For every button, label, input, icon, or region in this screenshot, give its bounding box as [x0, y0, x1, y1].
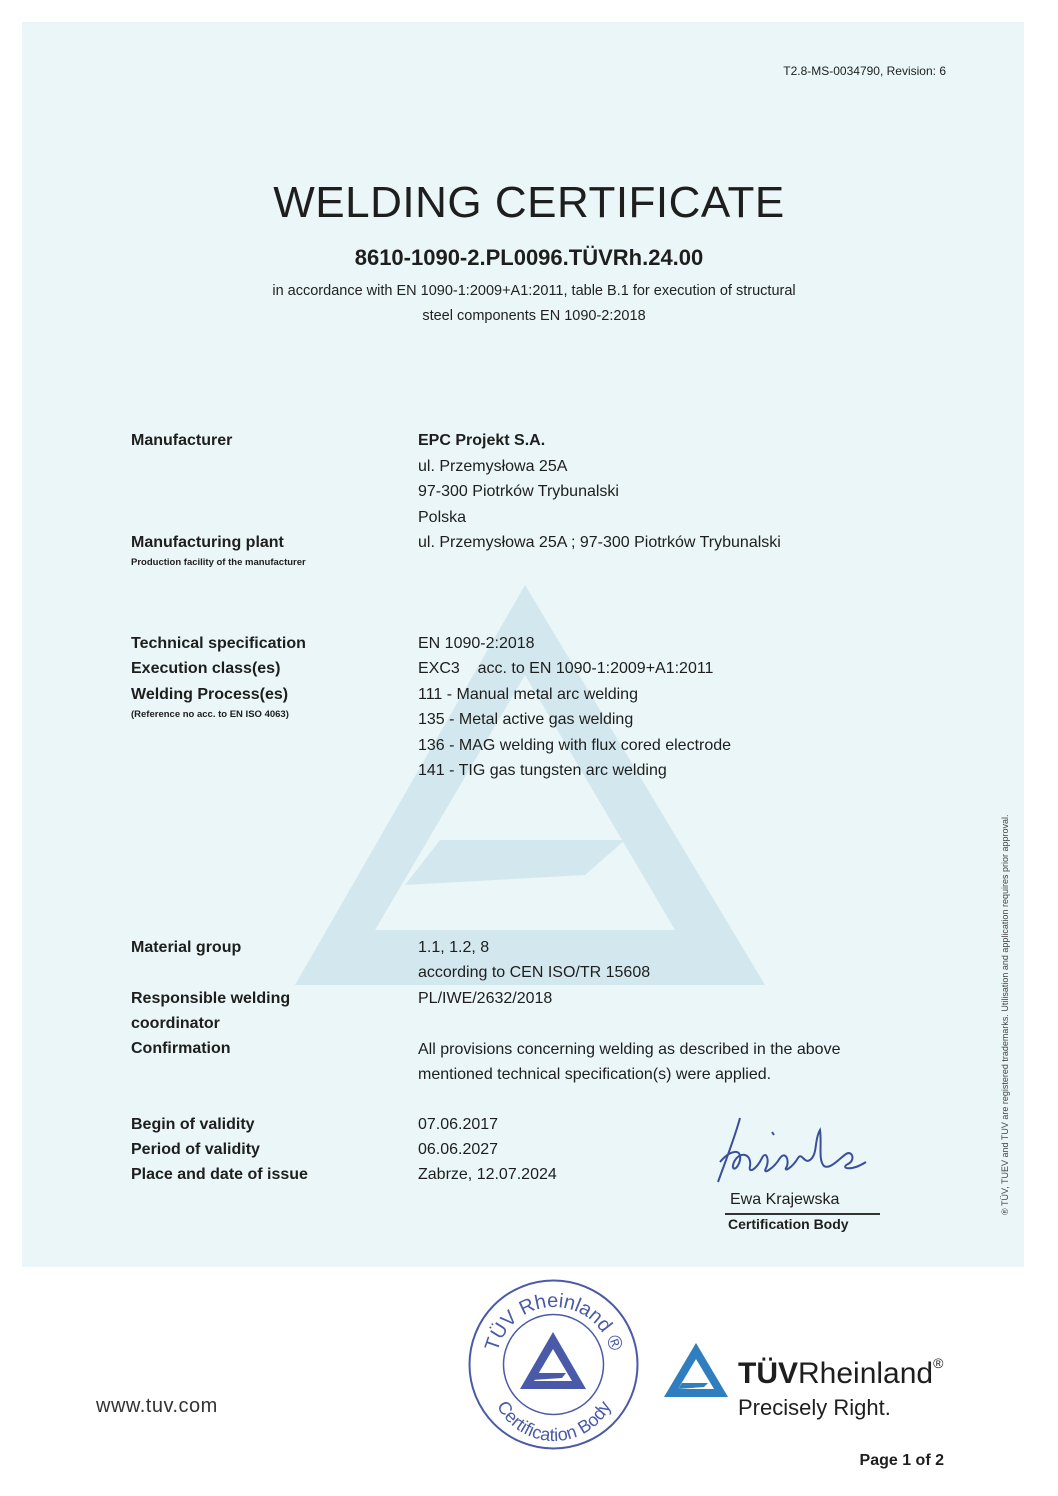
technical-specification-label: Technical specification: [131, 635, 306, 652]
tuv-rheinland-wordmark: [738, 1357, 943, 1391]
manufacturer-label: Manufacturer: [131, 432, 233, 449]
execution-class-label: Execution class(es): [131, 660, 281, 677]
welding-process-item: 135 - Metal active gas welding: [418, 711, 634, 728]
manufacturer-street: ul. Przemysłowa 25A: [418, 458, 568, 475]
tagline: Precisely Right.: [738, 1395, 891, 1420]
trademark-notice: ® TÜV, TUEV and TUV are registered trademarks. Utilisation and application requires prior approval.: [1000, 814, 1010, 1215]
accordance-line-2: steel components EN 1090-2:2018: [422, 308, 646, 324]
begin-validity-label: Begin of validity: [131, 1116, 255, 1133]
coordinator-label-line-2: coordinator: [131, 1015, 220, 1032]
handwritten-signature: [700, 1110, 880, 1190]
document-reference: T2.8-MS-0034790, Revision: 6: [783, 64, 946, 78]
coordinator-value: PL/IWE/2632/2018: [418, 990, 553, 1007]
certification-body-seal: [466, 1277, 641, 1452]
logo-rheinland-text: Rheinland: [798, 1357, 934, 1390]
logo-tuv-text: TÜV: [738, 1357, 798, 1390]
confirmation-line-1: All provisions concerning welding as described in the above: [418, 1041, 841, 1058]
material-group-note: according to CEN ISO/TR 15608: [418, 964, 651, 981]
period-validity-label: Period of validity: [131, 1141, 260, 1158]
page-number: Page 1 of 2: [859, 1452, 944, 1469]
manufacturing-plant-address: ul. Przemysłowa 25A ; 97-300 Piotrków Trybunalski: [418, 534, 781, 551]
signature-line: [725, 1213, 880, 1215]
seal-text-bottom: Certification Body: [493, 1397, 615, 1446]
accordance-line-1: in accordance with EN 1090-1:2009+A1:2011, table B.1 for execution of structural: [272, 283, 796, 299]
certificate-title: WELDING CERTIFICATE: [273, 178, 785, 227]
manufacturer-city: 97-300 Piotrków Trybunalski: [418, 483, 619, 500]
begin-validity-value: 07.06.2017: [418, 1116, 499, 1133]
coordinator-label-line-1: Responsible welding: [131, 990, 291, 1007]
technical-specification-value: EN 1090-2:2018: [418, 635, 535, 652]
welding-process-item: 111 - Manual metal arc welding: [418, 686, 638, 703]
signatory-name: Ewa Krajewska: [730, 1191, 840, 1208]
manufacturer-country: Polska: [418, 509, 467, 526]
period-validity-value: 06.06.2027: [418, 1141, 499, 1158]
manufacturing-plant-note: Production facility of the manufacturer: [131, 557, 306, 568]
welding-process-label: Welding Process(es): [131, 686, 289, 703]
signatory-role: Certification Body: [728, 1216, 849, 1232]
place-date-value: Zabrze, 12.07.2024: [418, 1166, 557, 1183]
manufacturer-name: EPC Projekt S.A.: [418, 432, 546, 449]
website-link[interactable]: www.tuv.com: [96, 1395, 218, 1417]
accordance-statement: [240, 279, 828, 329]
confirmation-line-2: mentioned technical specification(s) were applied.: [418, 1066, 772, 1083]
welding-process-item: 141 - TIG gas tungsten arc welding: [418, 762, 667, 779]
welding-process-note: (Reference no acc. to EN ISO 4063): [131, 709, 289, 720]
material-group-value: 1.1, 1.2, 8: [418, 939, 490, 956]
place-date-label: Place and date of issue: [131, 1166, 308, 1183]
execution-class-value: EXC3 acc. to EN 1090-1:2009+A1:2011: [418, 660, 714, 677]
seal-text-top: TÜV Rheinland ®: [481, 1289, 627, 1354]
confirmation-label: Confirmation: [131, 1040, 231, 1057]
tuv-logo-icon: [664, 1343, 728, 1397]
welding-process-item: 136 - MAG welding with flux cored electrode: [418, 737, 732, 754]
logo-registered-mark: ®: [933, 1355, 944, 1371]
manufacturing-plant-label: Manufacturing plant: [131, 534, 284, 551]
material-group-label: Material group: [131, 939, 242, 956]
certificate-number: 8610-1090-2.PL0096.TÜVRh.24.00: [354, 245, 704, 270]
